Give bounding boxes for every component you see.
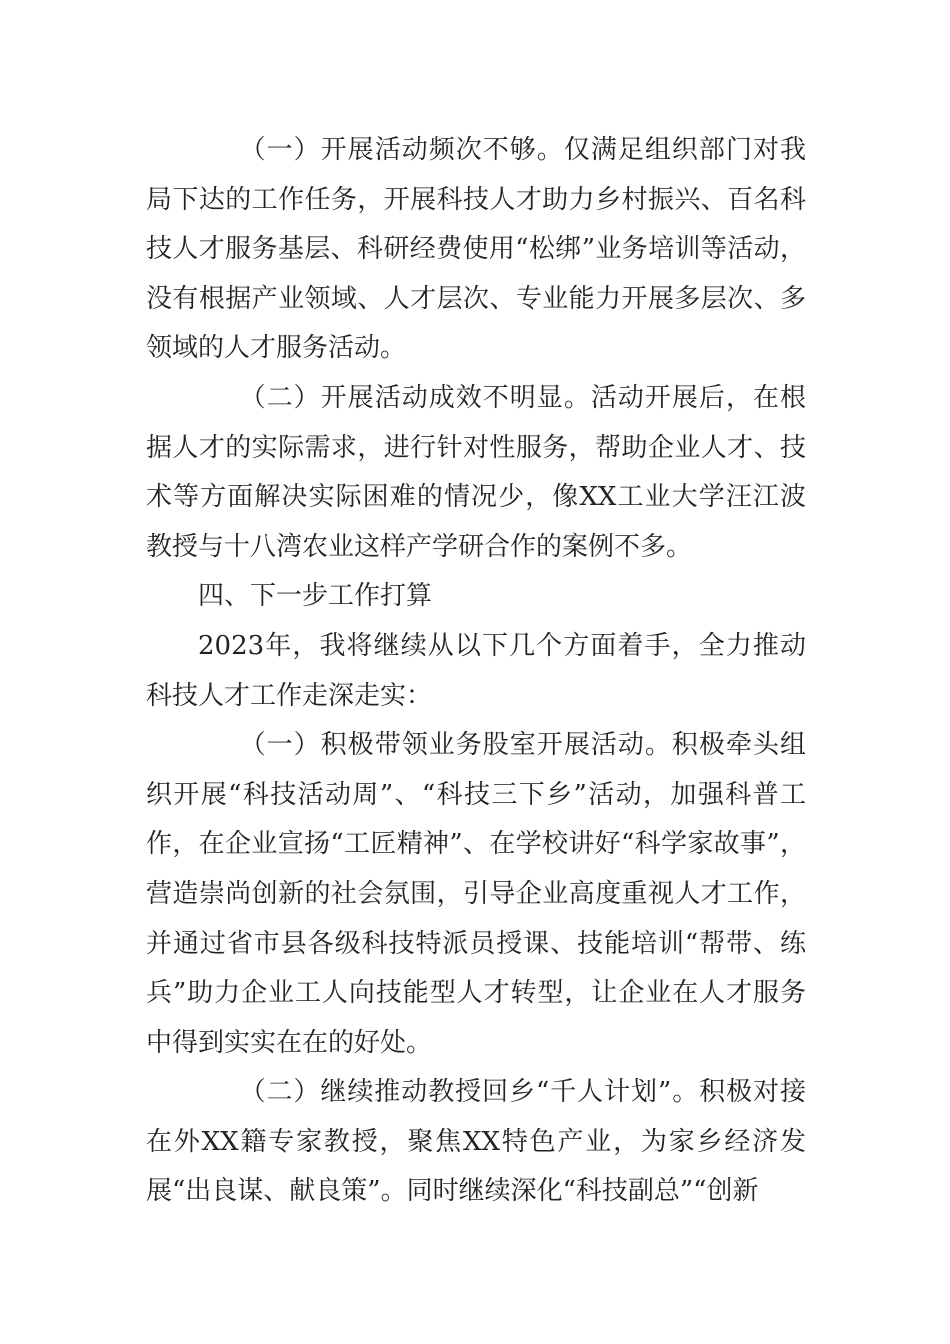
paragraph-2023-plan: 2023年，我将继续从以下几个方面着手，全力推动科技人才工作走深走实： (146, 630, 806, 711)
section-heading-next-steps: 四、下一步工作打算 (198, 581, 433, 612)
paragraph-activity-frequency: （一）开展活动频次不够。仅满足组织部门对我局下达的工作任务，开展科技人才助力乡村振兴、百名科技人才服务基层、科研经费使用“松绑”业务培训等活动，没有根据产业领域、人才层次、专业能力开展多层次、多领域的人才服务活动。 (146, 135, 806, 364)
paragraph-professor-return: （二）继续推动教授回乡“千人计划”。积极对接在外XX籍专家教授，聚焦XX特色产业，为家乡经济发展“出良谋、献良策”。同时继续深化“科技副总”“创新 (146, 1077, 806, 1207)
document-body (146, 126, 806, 1217)
paragraph-activity-effectiveness: （二）开展活动成效不明显。活动开展后，在根据人才的实际需求，进行针对性服务，帮助企业人才、技术等方面解决实际困难的情况少，像XX工业大学汪江波教授与十八湾农业这样产学研合作的案例不多。 (146, 382, 806, 562)
paragraph-lead-activities: （一）积极带领业务股室开展活动。积极牵头组织开展“科技活动周”、“科技三下乡”活动，加强科普工作，在企业宣扬“工匠精神”、在学校讲好“科学家故事”，营造崇尚创新的社会氛围，引导企业高度重视人才工作，并通过省市县各级科技特派员授课、技能培训“帮带、练兵”助力企业工人向技能型人才转型，让企业在人才服务中得到实实在在的好处。 (146, 730, 806, 1058)
